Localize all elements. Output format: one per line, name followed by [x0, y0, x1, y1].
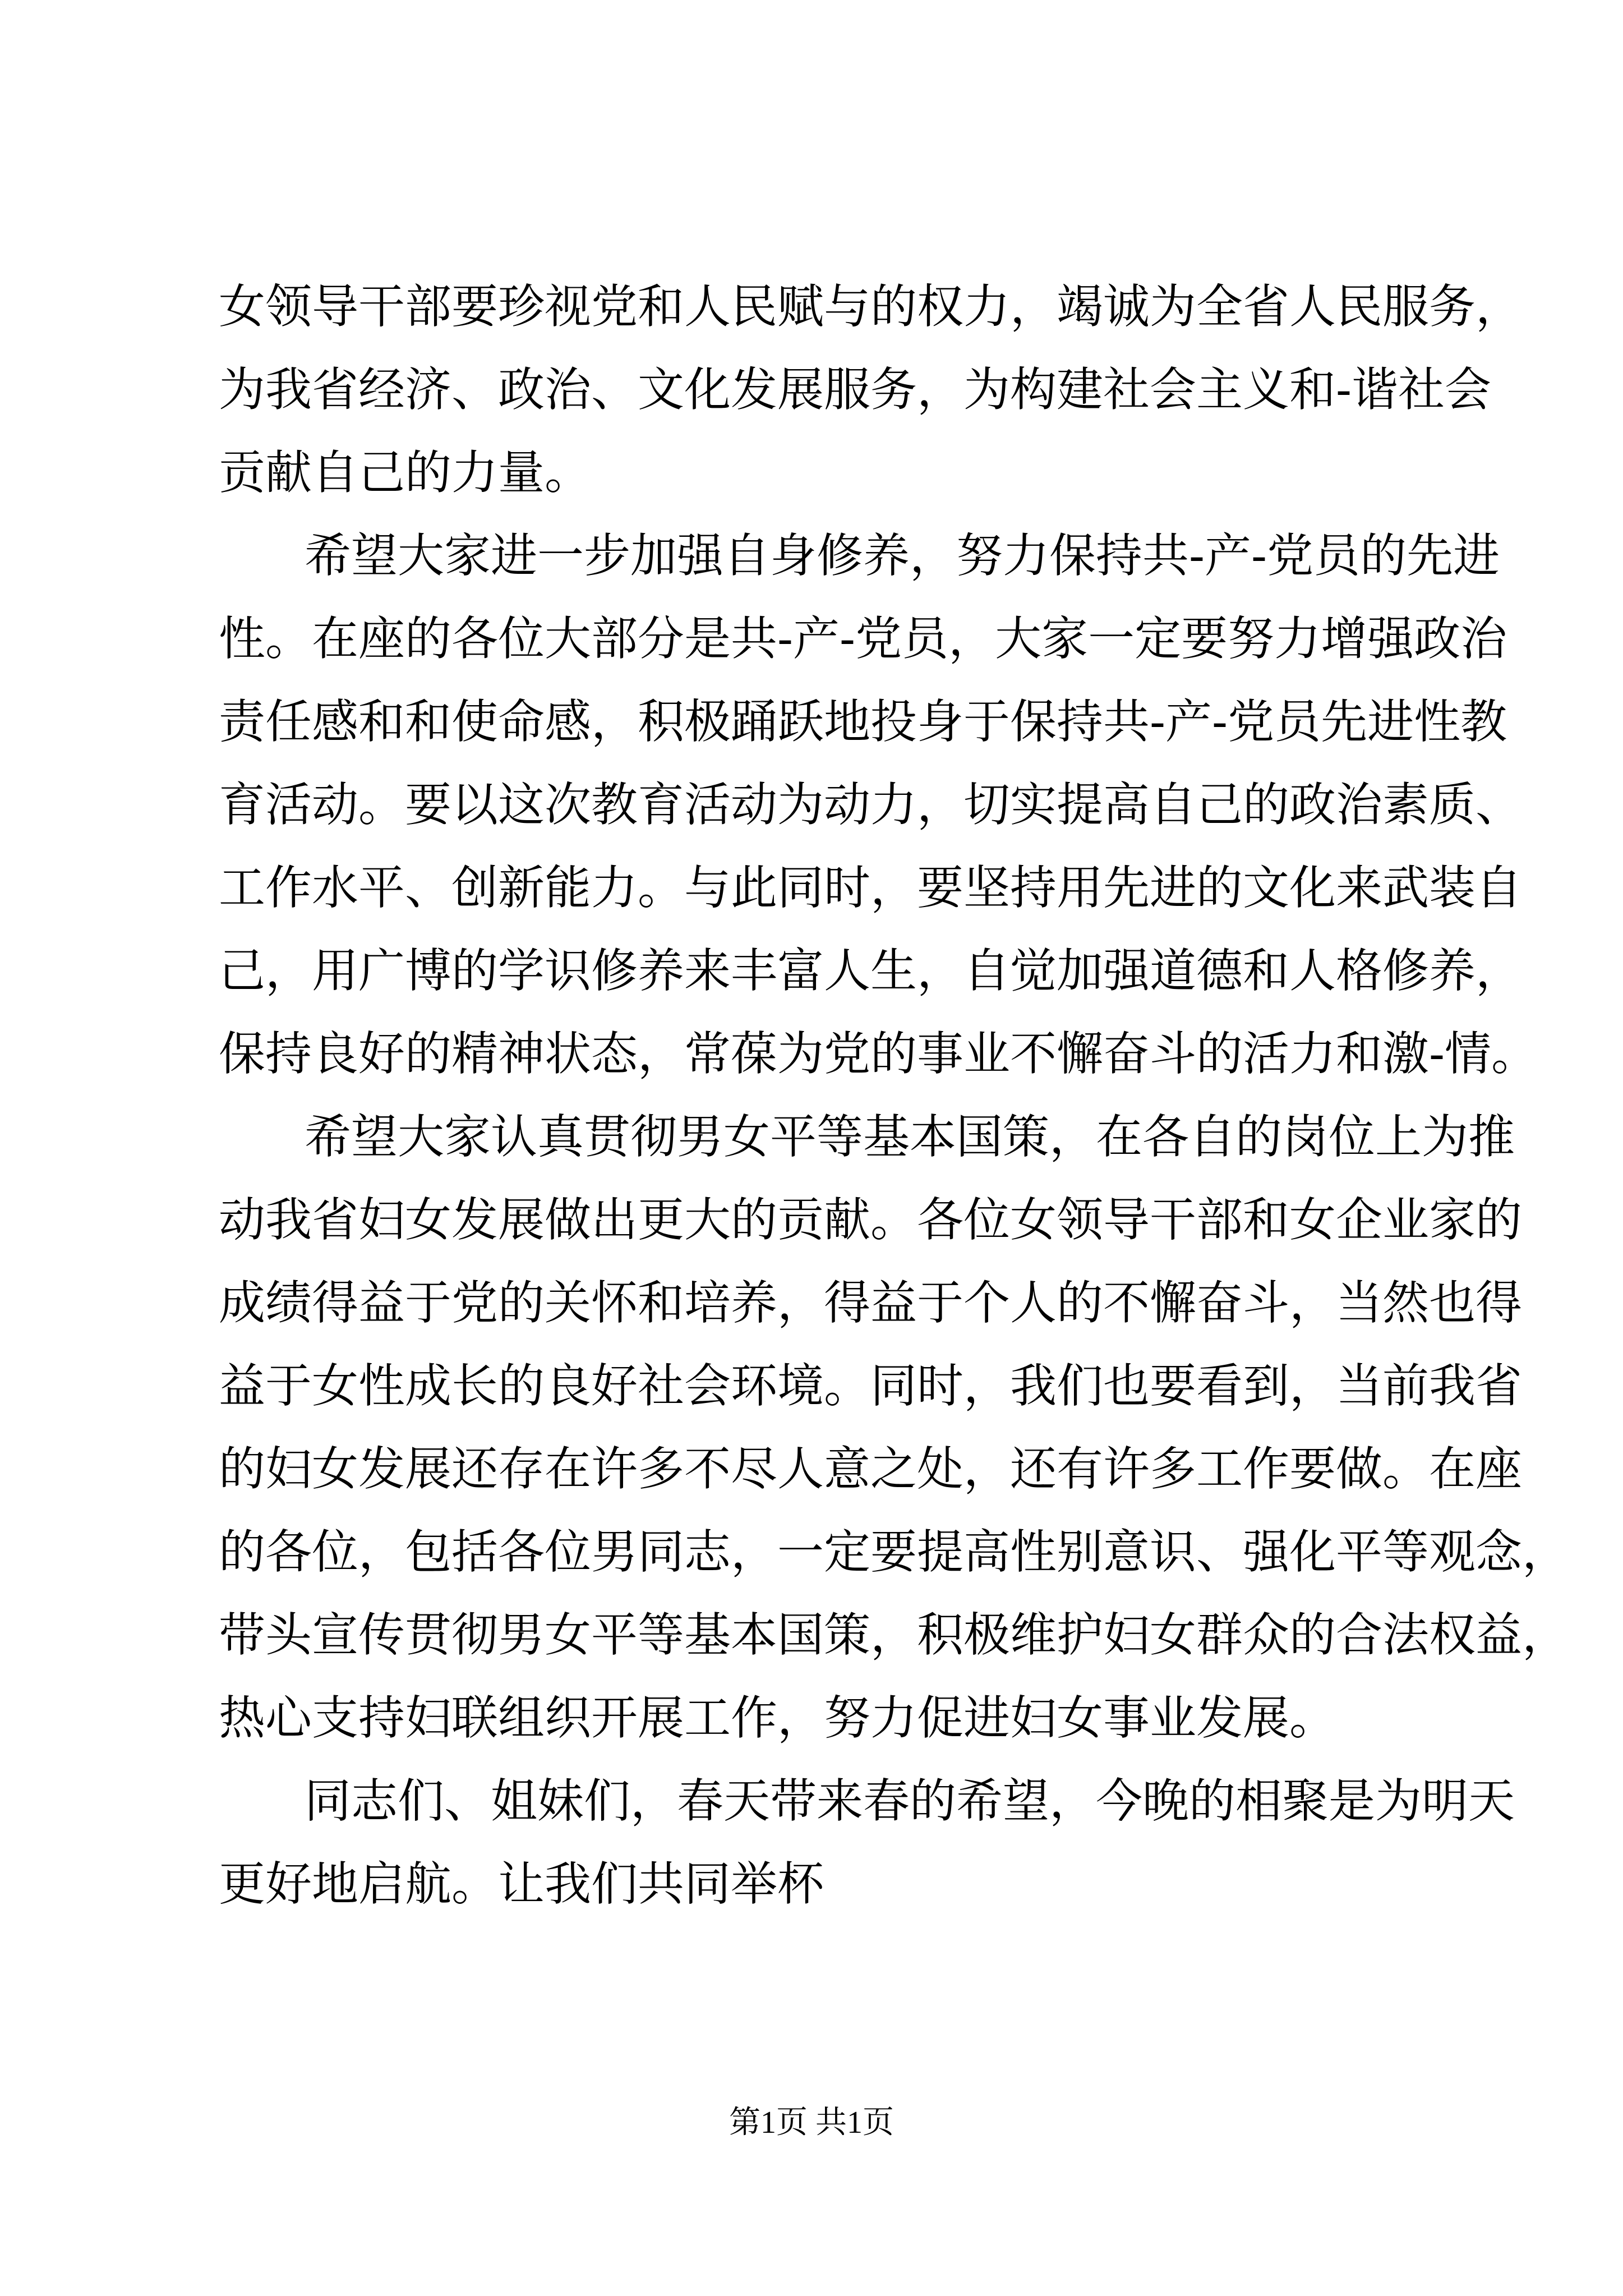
page-number-footer: 第1页 共1页 [729, 2105, 894, 2140]
text-line: 热心支持妇联组织开展工作，努力促进妇女事业发展。 [219, 1691, 1336, 1745]
text-line: 己，用广博的学识修养来丰富人生，自觉加强道德和人格修养， [219, 944, 1522, 998]
text-line: 工作水平、创新能力。与此同时，要坚持用先进的文化来武装自 [219, 861, 1522, 915]
text-line: 带头宣传贯彻男女平等基本国策，积极维护妇女群众的合法权益， [219, 1608, 1569, 1662]
text-line: 益于女性成长的良好社会环境。同时，我们也要看到，当前我省 [219, 1359, 1522, 1413]
text-line: 女领导干部要珍视党和人民赋与的权力，竭诚为全省人民服务， [219, 279, 1522, 334]
text-line: 的妇女发展还存在许多不尽人意之处，还有许多工作要做。在座 [219, 1442, 1522, 1496]
text-line: 为我省经济、政治、文化发展服务，为构建社会主义和-谐社会 [219, 362, 1492, 417]
paragraph-first-line: 希望大家进一步加强自身修养，努力保持共-产-党员的先进 [305, 528, 1500, 583]
text-line: 性。在座的各位大部分是共-产-党员，大家一定要努力增强政治 [219, 611, 1507, 666]
text-line: 成绩得益于党的关怀和培养，得益于个人的不懈奋斗，当然也得 [219, 1276, 1522, 1330]
paragraph-first-line: 希望大家认真贯彻男女平等基本国策，在各自的岗位上为推 [305, 1110, 1515, 1164]
text-line: 更好地启航。让我们共同举杯 [219, 1857, 824, 1911]
text-line: 育活动。要以这次教育活动为动力，切实提高自己的政治素质、 [219, 777, 1522, 832]
text-line: 责任感和和使命感，积极踊跃地投身于保持共-产-党员先进性教 [219, 694, 1507, 749]
text-line: 的各位，包括各位男同志，一定要提高性别意识、强化平等观念， [219, 1525, 1569, 1579]
paragraph-first-line: 同志们、姐妹们，春天带来春的希望，今晚的相聚是为明天 [305, 1774, 1515, 1828]
text-line: 保持良好的精神状态，常葆为党的事业不懈奋斗的活力和激-情。 [219, 1027, 1538, 1081]
text-line: 动我省妇女发展做出更大的贡献。各位女领导干部和女企业家的 [219, 1193, 1522, 1247]
document-body [219, 265, 1569, 1926]
text-line: 贡献自己的力量。 [219, 445, 591, 500]
